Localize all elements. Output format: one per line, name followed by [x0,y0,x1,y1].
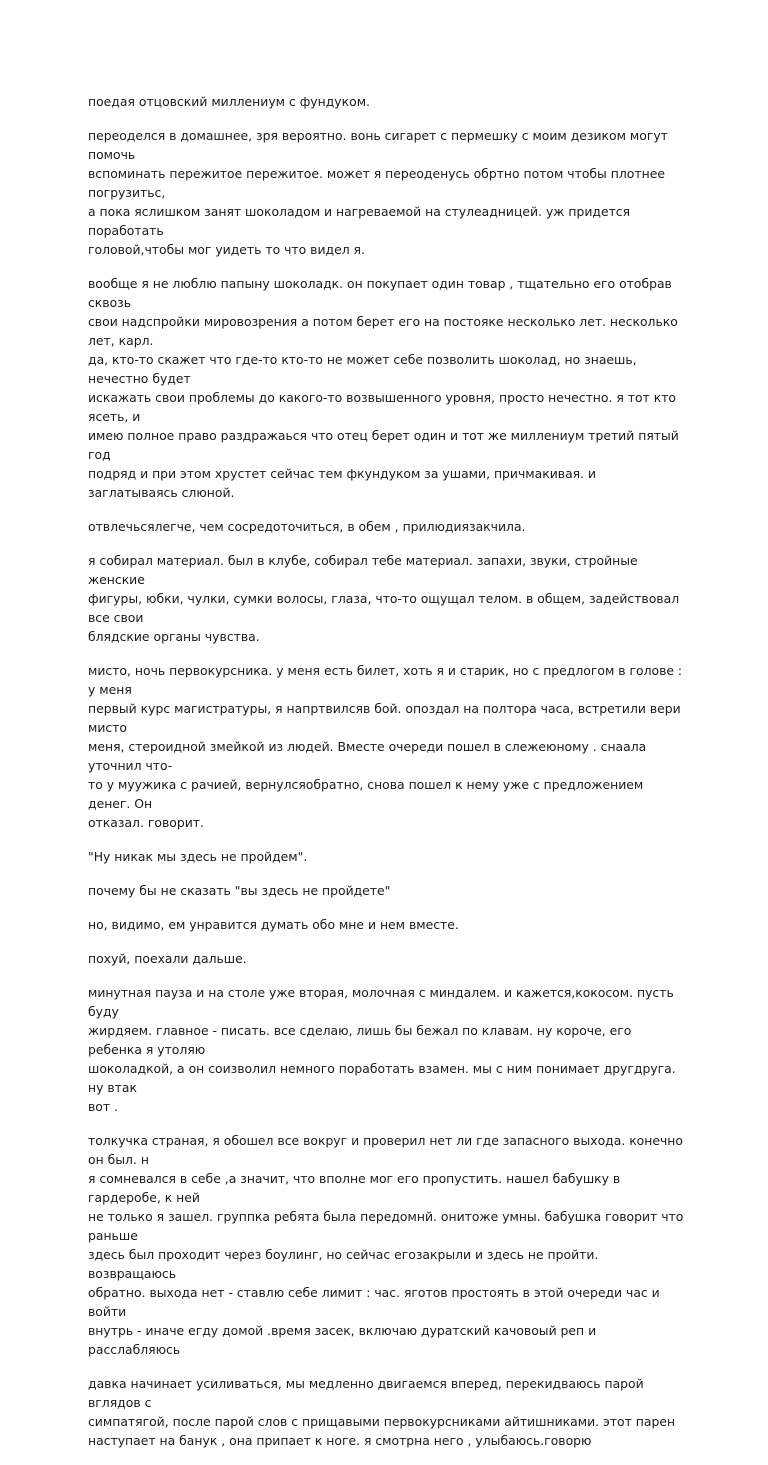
paragraph-1: поедая отцовский миллениум с фундуком. [88,94,370,109]
paragraph-12: толкучка страная, я обошел все вокруг и проверил нет ли где запасного выхода. конечно он был. н я сомневался в себе ,а значит, что вполне мог его пропустить. нашел бабушку в гардеробе, к ней не только я зашел. группка ребята была передомнй. онитоже умны. бабушка говорит что раньше здесь был проходит через боулинг, но сейчас егозакрыли и здесь не пройти. возвращаюсь обратно. выхода нет - ставлю себе лимит : час. яготов простоять в этой очереди час и войти внутрь - иначе егду домой .время засек, включаю дуратский качовоый реп и расслабляюсь [88,1133,684,1357]
paragraph-3: вообще я не люблю папыну шоколадк. он покупает один товар , тщательно его отобрав сквозь свои надспройки мировозрения а потом берет его на постояке несколько лет. несколько лет, карл. да, кто-то скажет что где-то кто-то не может себе позволить шоколад, но знаешь, нечестно будет искажать свои проблемы до какого-то возвышенного уровня, просто нечестно. я тот кто ясеть, и имею полное право раздражаься что отец берет один и тот же миллениум третий пятый год подряд и при этом хрустет сейчас тем фкундуком за ушами, причмакивая. и заглатываясь слюной. [88,276,679,500]
paragraph-6: мисто, ночь первокурсника. у меня есть билет, хоть я и старик, но с предлогом в голове : у меня первый курс магистратуры, я напртвилсяв бой. опоздал на полтора часа, встретили вери мисто меня, стероидной змейкой из людей. Вместе очереди пошел в слежеюному . снаала уточнил что- то у муужика с рачией, вернулсяобратно, снова пошел к нему уже с предложением денег. Он отказал. говорит. [88,663,683,830]
paragraph-4: отвлечьсялегче, чем сосредоточиться, в обем , прилюдиязакчила. [88,519,526,534]
paragraph-11: минутная пауза и на столе уже вторая, молочная с миндалем. и кажется,кокосом. пусть буду жирдяем. главное - писать. все сделаю, лишь бы бежал по клавам. ну короче, его ребенка я утоляю шоколадкой, а он соизволил немного поработать взамен. мы с ним понимает другдруга. ну втак вот . [88,985,676,1114]
paragraph-7: "Ну никак мы здесь не пройдем". [88,849,308,864]
document-page [88,92,688,1465]
paragraph-2: переоделся в домашнее, зря вероятно. вонь сигарет с пермешку с моим дезиком могут помочь вспоминать пережитое пережитое. может я переоденусь обртно потом чтобы плотнее погрузитьс, а пока яслишком занят шоколадом и нагреваемой на стулеадницей. уж придется поработать головой,чтобы мог уидеть то что видел я. [88,128,668,257]
paragraph-13: давка начинает усиливаться, мы медленно двигаемся вперед, перекидваюсь парой вглядов с симпатягой, после парой слов с прищавыми первокурсниками айтишниками. этот парен наступает на банук , она припает к ноге. я смотрна него , улыбаюсь.говорю [88,1376,676,1448]
paragraph-5: я собирал материал. был в клубе, собирал тебе материал. запахи, звуки, стройные женские фигуры, юбки, чулки, сумки волосы, глаза, что-то ощущал телом. в общем, задействовал все свои блядские органы чувства. [88,553,680,644]
paragraph-8: почему бы не сказать "вы здесь не пройдете" [88,883,391,898]
paragraph-10: похуй, поехали дальше. [88,951,247,966]
paragraph-9: но, видимо, ем унравится думать обо мне и нем вместе. [88,917,459,932]
